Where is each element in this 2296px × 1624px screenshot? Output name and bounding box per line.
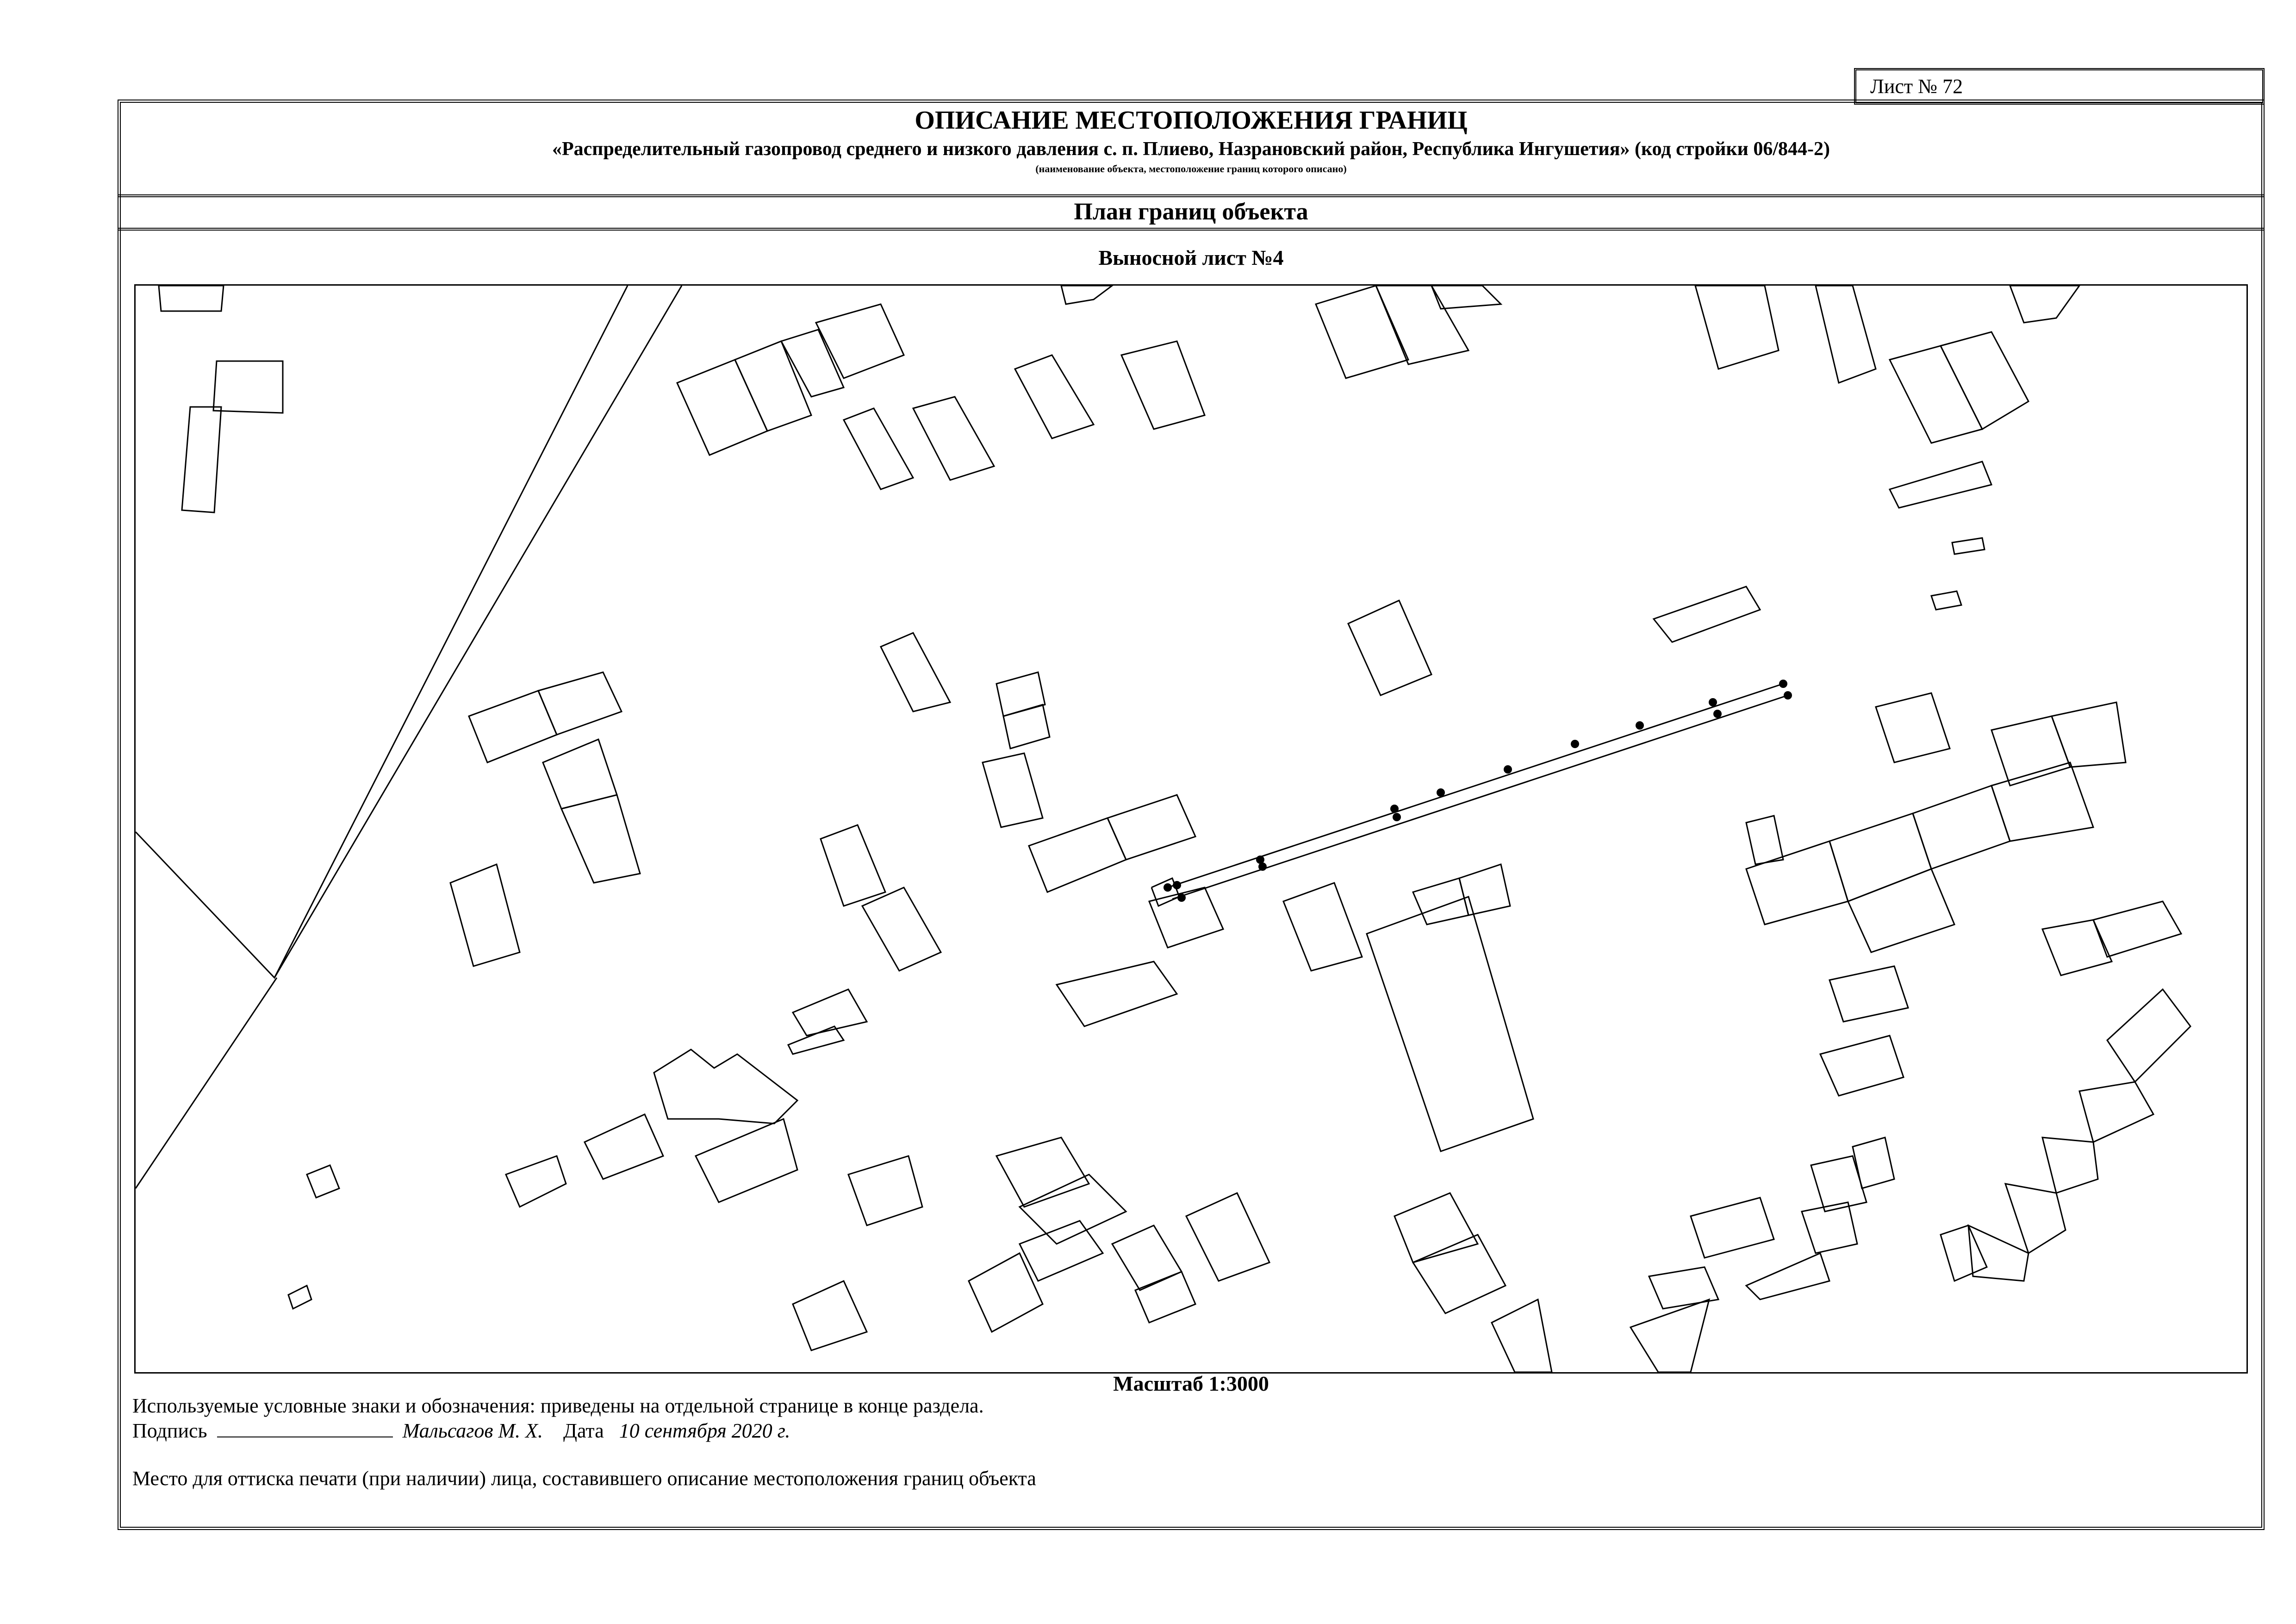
legend-note: Используемые условные знаки и обозначения: приведены на отдельной странице в конце раздела. [132, 1394, 984, 1417]
pipeline-corridor [1151, 684, 1788, 906]
boundary-road-left [136, 286, 628, 978]
signer-name: Мальсагов М. Х. [402, 1419, 543, 1442]
object-caption: (наименование объекта, местоположение границ которого описано) [1035, 163, 1347, 175]
cadastral-map [134, 284, 2248, 1374]
pipeline-points [1164, 680, 1792, 902]
divider-header [118, 194, 2265, 197]
subsheet-title: Выносной лист №4 [1098, 246, 1284, 269]
date-label: Дата [563, 1419, 604, 1442]
divider-section [118, 228, 2265, 231]
date-value: 10 сентября 2020 г. [619, 1419, 790, 1442]
stamp-note: Место для оттиска печати (при наличии) лица, составившего описание местоположения границ объекта [132, 1467, 1036, 1490]
object-name: «Распределительный газопровод среднего и низкого давления с. п. Плиево, Назрановский район, Республика Ингушетия» (код стройки 06/844-2) [552, 138, 1830, 160]
signature-line [217, 1419, 393, 1437]
signature-row [132, 1418, 984, 1443]
boundary-wedge [136, 978, 277, 1188]
parcels [159, 286, 2190, 1372]
legend-block [132, 1393, 984, 1443]
page-title: ОПИСАНИЕ МЕСТОПОЛОЖЕНИЯ ГРАНИЦ [915, 106, 1468, 135]
boundary-road-right [274, 286, 682, 978]
map-scale: Масштаб 1:3000 [1113, 1372, 1269, 1395]
signature-label: Подпись [132, 1419, 207, 1442]
section-title: План границ объекта [1074, 199, 1308, 225]
sheet-number-label: Лист № 72 [1870, 75, 1963, 98]
map-drawing [136, 286, 2246, 1372]
